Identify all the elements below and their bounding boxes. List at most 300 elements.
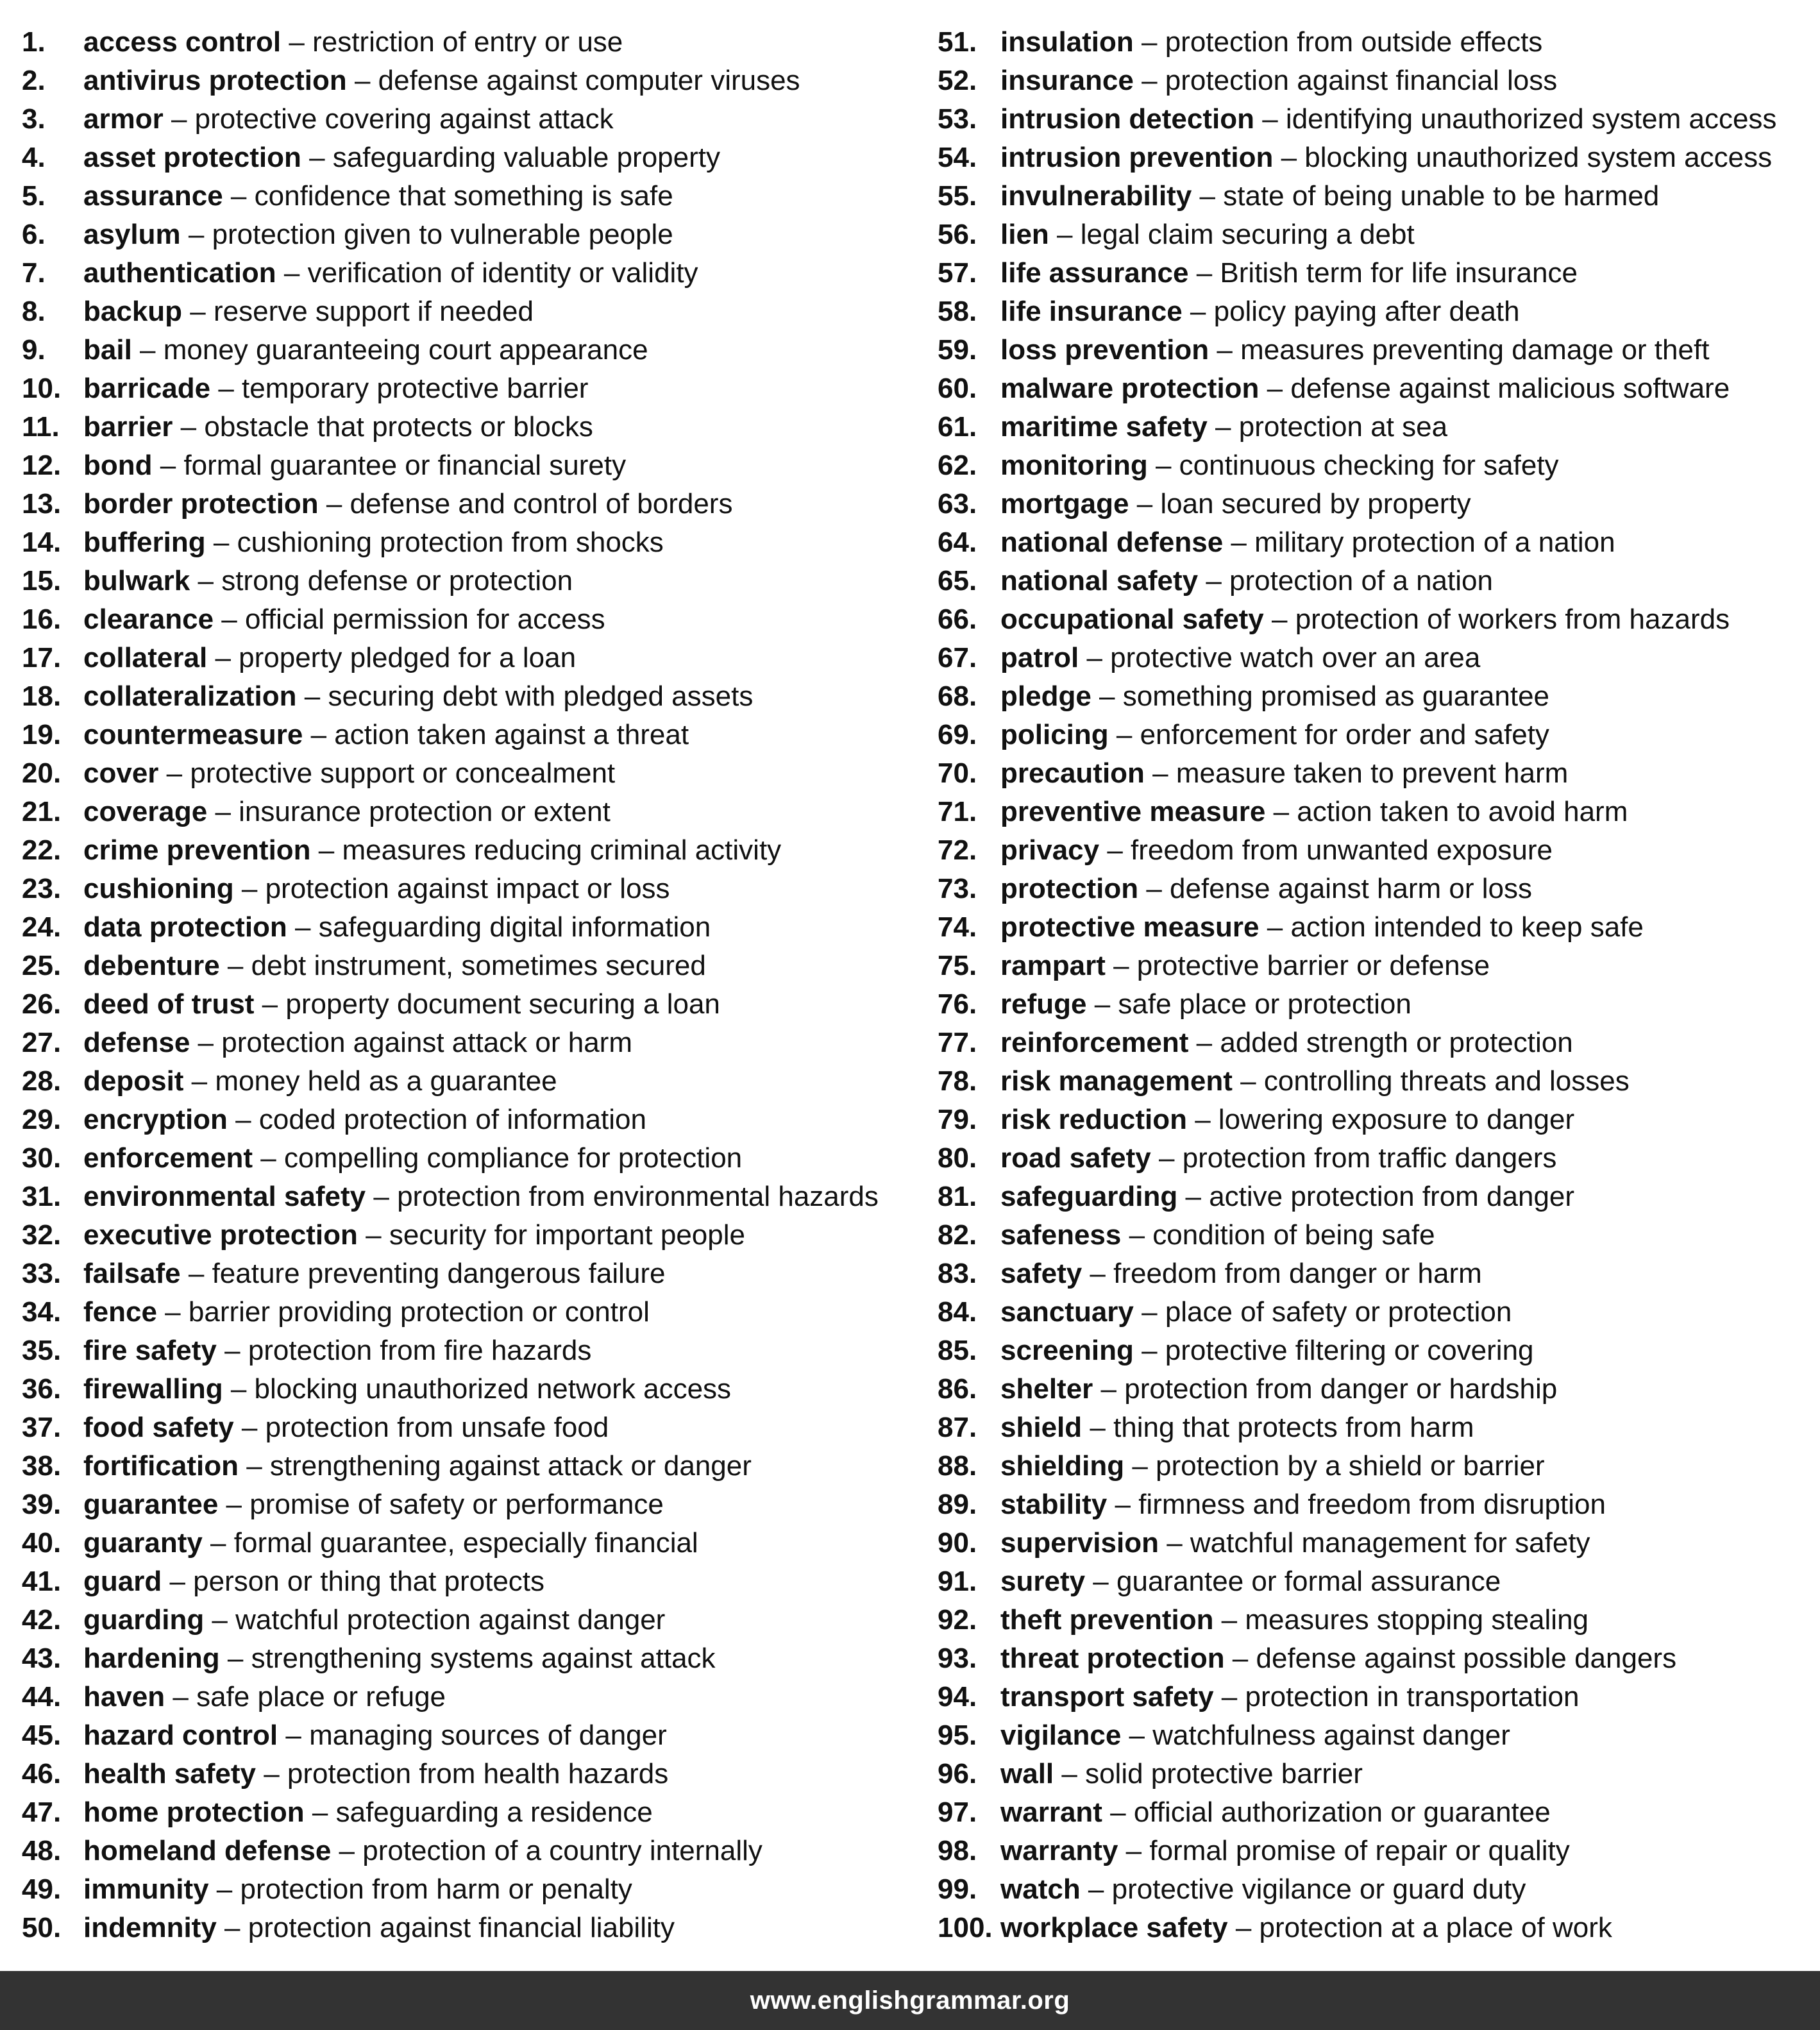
item-definition: managing sources of danger [309,1720,667,1751]
item-text [1000,1639,1676,1678]
item-number: 60. [938,373,977,404]
item-number: 29. [22,1104,62,1135]
item-separator: – [233,873,265,904]
item-text [1000,1408,1474,1447]
item-definition: policy paying after death [1213,296,1520,327]
item-separator: – [1133,1335,1165,1366]
item-term: executive protection [83,1219,358,1251]
item-definition: protection from health hazards [287,1758,669,1789]
item-text [1000,754,1568,793]
item-text [83,1062,557,1101]
item-term: insurance [1000,65,1134,96]
item-number: 80. [938,1142,977,1174]
item-number: 85. [938,1335,977,1366]
item-number: 24. [22,911,62,943]
item-term: guarantee [83,1489,219,1520]
item-separator: – [310,834,342,866]
item-definition: protection from fire hazards [248,1335,592,1366]
item-number: 93. [938,1643,977,1674]
item-definition: protective watch over an area [1110,642,1481,673]
item-separator: – [173,411,205,443]
item-definition: safeguarding digital information [318,911,711,943]
item-term: supervision [1000,1527,1159,1559]
item-separator: – [207,796,239,827]
item-term: access control [83,26,282,58]
item-definition: enforcement for order and safety [1140,719,1549,750]
item-term: occupational safety [1000,604,1264,635]
item-number: 39. [22,1489,62,1520]
item-term: national defense [1000,527,1224,558]
item-definition: safeguarding a residence [335,1797,653,1828]
item-number: 23. [22,873,62,904]
item-separator: – [1188,1027,1220,1058]
item-term: countermeasure [83,719,303,750]
item-text [83,1408,609,1447]
item-separator: – [1121,1720,1153,1751]
item-term: firewalling [83,1373,223,1405]
list-item [938,1870,1816,1909]
item-number: 17. [22,642,62,673]
item-definition: protection from environmental hazards [397,1181,879,1212]
item-definition: protection against financial liability [248,1912,675,1943]
item-definition: reserve support if needed [213,296,534,327]
item-definition: protection against attack or harm [221,1027,632,1058]
item-separator: – [1133,26,1165,58]
item-term: fire safety [83,1335,217,1366]
item-number: 65. [938,565,977,596]
item-term: cover [83,757,159,789]
item-separator: – [1232,1065,1264,1097]
item-number: 89. [938,1489,977,1520]
list-item [22,754,932,793]
list-item [22,1716,932,1755]
item-term: cushioning [83,873,234,904]
item-number: 59. [938,334,977,366]
item-text [83,485,732,523]
item-number: 33. [22,1258,62,1289]
item-definition: safeguarding valuable property [332,142,720,173]
item-definition: official authorization or guarantee [1133,1797,1551,1828]
list-item [22,23,932,62]
item-separator: – [318,488,350,520]
item-definition: protection from harm or penalty [240,1874,632,1905]
item-term: debenture [83,950,220,981]
list-item [22,1101,932,1139]
item-definition: identifying unauthorized system access [1285,103,1777,135]
item-term: defense [83,1027,190,1058]
item-number: 3. [22,103,46,135]
item-text [83,1909,675,1947]
item-separator: – [1147,450,1179,481]
list-item [938,1062,1816,1101]
item-term: road safety [1000,1142,1151,1174]
item-term: transport safety [1000,1681,1214,1713]
item-text [83,331,648,369]
item-number: 44. [22,1681,62,1713]
item-term: safety [1000,1258,1083,1289]
item-separator: – [253,1142,284,1174]
list-item [938,831,1816,870]
list-item [22,947,932,985]
item-number: 20. [22,757,62,789]
list-item [22,870,932,908]
list-item [22,1062,932,1101]
item-definition: person or thing that protects [193,1566,545,1597]
item-separator: – [346,65,378,96]
item-term: threat protection [1000,1643,1225,1674]
item-term: collateralization [83,681,297,712]
item-text [83,1755,668,1793]
list-item [22,1293,932,1332]
item-number: 54. [938,142,977,173]
list-item [22,716,932,754]
list-item [22,1793,932,1832]
list-item [22,1870,932,1909]
item-definition: protection against impact or loss [265,873,670,904]
item-text [1000,100,1776,139]
item-separator: – [254,988,286,1020]
item-number: 41. [22,1566,62,1597]
item-text [1000,485,1471,523]
item-term: life insurance [1000,296,1183,327]
list-item [22,1255,932,1293]
list-item [938,754,1816,793]
item-separator: – [1150,1142,1183,1174]
item-separator: – [162,1566,194,1597]
item-term: environmental safety [83,1181,366,1212]
item-term: reinforcement [1000,1027,1189,1058]
item-term: screening [1000,1335,1134,1366]
item-term: deposit [83,1065,184,1097]
item-definition: freedom from danger or harm [1113,1258,1482,1289]
item-number: 82. [938,1219,977,1251]
item-definition: protective filtering or covering [1165,1335,1534,1366]
item-separator: – [296,681,328,712]
item-separator: – [1129,488,1161,520]
item-term: insulation [1000,26,1134,58]
item-separator: – [180,1258,212,1289]
item-number: 42. [22,1604,62,1636]
item-term: precaution [1000,757,1145,789]
item-separator: – [180,219,212,250]
list-item [938,23,1816,62]
item-definition: strengthening against attack or danger [269,1450,752,1482]
item-term: intrusion prevention [1000,142,1274,173]
list-item [22,1139,932,1178]
item-term: encryption [83,1104,228,1135]
item-number: 95. [938,1720,977,1751]
item-definition: blocking unauthorized system access [1304,142,1773,173]
item-term: loss prevention [1000,334,1209,366]
list-item [22,408,932,446]
item-number: 30. [22,1142,62,1174]
item-definition: protection at a place of work [1259,1912,1612,1943]
item-term: antivirus protection [83,65,347,96]
item-definition: strengthening systems against attack [251,1643,716,1674]
item-text [83,1447,752,1485]
item-term: rampart [1000,950,1106,981]
item-number: 79. [938,1104,977,1135]
list-item [938,870,1816,908]
item-separator: – [1105,950,1137,981]
list-item [938,254,1816,292]
list-item [22,1639,932,1678]
item-number: 43. [22,1643,62,1674]
list-item [22,1024,932,1062]
item-text [83,908,711,947]
list-item [938,639,1816,677]
item-term: buffering [83,527,206,558]
item-text [1000,523,1615,562]
list-item [938,1755,1816,1793]
item-number: 56. [938,219,977,250]
item-text [83,1678,446,1716]
list-item [938,1678,1816,1716]
item-text [1000,1062,1630,1101]
item-separator: – [233,1412,265,1443]
item-separator: – [1107,1489,1139,1520]
item-separator: – [156,1296,189,1328]
item-text [83,1101,646,1139]
list-item [938,62,1816,100]
item-text [83,716,689,754]
item-definition: protection from outside effects [1165,26,1543,58]
item-text [1000,1909,1612,1947]
item-separator: – [1093,1373,1125,1405]
item-definition: British term for life insurance [1220,257,1578,289]
item-number: 61. [938,411,977,443]
list-item [938,1178,1816,1216]
list-item [22,100,932,139]
item-term: mortgage [1000,488,1129,520]
item-number: 83. [938,1258,977,1289]
list-item [22,523,932,562]
item-separator: – [1254,103,1286,135]
item-separator: – [1138,873,1170,904]
item-term: enforcement [83,1142,253,1174]
list-item [22,62,932,100]
item-definition: protection given to vulnerable people [212,219,673,250]
item-separator: – [331,1835,363,1866]
item-definition: temporary protective barrier [242,373,589,404]
item-separator: – [1133,65,1165,96]
item-text [83,831,781,870]
item-term: guaranty [83,1527,203,1559]
item-text [1000,639,1480,677]
item-definition: protection by a shield or barrier [1156,1450,1545,1482]
list-item [938,1332,1816,1370]
list-item [938,562,1816,600]
item-term: malware protection [1000,373,1260,404]
item-term: barrier [83,411,173,443]
item-number: 52. [938,65,977,96]
item-number: 50. [22,1912,62,1943]
item-number: 45. [22,1720,62,1751]
item-number: 78. [938,1065,977,1097]
item-text [83,523,664,562]
item-definition: protection against financial loss [1165,65,1558,96]
item-term: risk management [1000,1065,1233,1097]
item-separator: – [223,180,255,212]
item-separator: – [1091,681,1123,712]
footer-bar [0,1971,1820,2030]
item-text [83,216,673,254]
list-item [22,639,932,677]
item-number: 77. [938,1027,977,1058]
item-term: bond [83,450,153,481]
item-separator: – [1188,257,1220,289]
item-separator: – [183,1065,215,1097]
list-item [938,1024,1816,1062]
item-separator: – [278,1720,310,1751]
item-number: 26. [22,988,62,1020]
item-definition: security for important people [389,1219,745,1251]
item-separator: – [205,527,237,558]
item-text [83,1793,653,1832]
item-term: homeland defense [83,1835,332,1866]
list-item [22,1447,932,1485]
item-definition: something promised as guarantee [1122,681,1550,712]
item-number: 63. [938,488,977,520]
item-number: 71. [938,796,977,827]
item-definition: protection of a nation [1229,565,1493,596]
list-item [938,1601,1816,1639]
list-item [938,177,1816,216]
item-text [83,62,800,100]
item-text [1000,216,1415,254]
item-definition: place of safety or protection [1165,1296,1512,1328]
item-text [83,677,753,716]
item-definition: protection of a country internally [362,1835,763,1866]
item-term: guard [83,1566,162,1597]
list-item [938,1370,1816,1408]
item-separator: – [238,1450,270,1482]
item-text [1000,600,1730,639]
item-number: 10. [22,373,62,404]
list-item [938,793,1816,831]
item-separator: – [1099,834,1131,866]
item-separator: – [1102,1797,1134,1828]
item-separator: – [255,1758,287,1789]
item-definition: promise of safety or performance [249,1489,664,1520]
item-term: shelter [1000,1373,1093,1405]
item-number: 100. [938,1912,993,1943]
list-item [938,369,1816,408]
item-number: 97. [938,1797,977,1828]
list-item [938,1524,1816,1562]
item-separator: – [165,1681,197,1713]
item-definition: defense against computer viruses [378,65,800,96]
list-item [22,1601,932,1639]
item-definition: obstacle that protects or blocks [204,411,593,443]
item-separator: – [207,642,239,673]
item-definition: confidence that something is safe [254,180,673,212]
item-text [1000,1524,1590,1562]
item-term: life assurance [1000,257,1189,289]
item-term: protection [1000,873,1139,904]
item-term: shield [1000,1412,1083,1443]
item-separator: – [190,565,222,596]
item-number: 84. [938,1296,977,1328]
item-definition: strong defense or protection [221,565,573,596]
item-number: 58. [938,296,977,327]
item-text [83,600,605,639]
item-separator: – [1082,1258,1114,1289]
item-definition: military protection of a nation [1254,527,1615,558]
item-separator: – [1198,565,1230,596]
item-number: 34. [22,1296,62,1328]
item-number: 99. [938,1874,977,1905]
item-text [1000,985,1411,1024]
list-item [938,1485,1816,1524]
list-item [938,331,1816,369]
item-separator: – [276,257,308,289]
item-text [1000,1562,1501,1601]
list-item [22,1755,932,1793]
item-number: 49. [22,1874,62,1905]
list-item [938,1639,1816,1678]
item-separator: – [190,1027,222,1058]
item-term: vigilance [1000,1720,1122,1751]
item-number: 35. [22,1335,62,1366]
item-text [83,1255,665,1293]
item-term: patrol [1000,642,1079,673]
item-number: 8. [22,296,46,327]
item-text [1000,331,1709,369]
item-number: 25. [22,950,62,981]
item-number: 72. [938,834,977,866]
item-text [1000,908,1644,947]
list-item [22,1408,932,1447]
item-term: assurance [83,180,223,212]
item-definition: safe place or protection [1118,988,1411,1020]
item-text [1000,1255,1482,1293]
item-number: 9. [22,334,46,366]
item-term: fence [83,1296,157,1328]
item-number: 14. [22,527,62,558]
item-text [1000,562,1493,600]
item-definition: blocking unauthorized network access [254,1373,732,1405]
item-number: 38. [22,1450,62,1482]
list-item [938,1216,1816,1255]
item-separator: – [158,757,190,789]
item-number: 51. [938,26,977,58]
item-separator: – [1124,1450,1156,1482]
item-definition: defense against malicious software [1290,373,1730,404]
item-definition: protection from traffic dangers [1182,1142,1557,1174]
item-term: crime prevention [83,834,311,866]
list-item [22,139,932,177]
item-text [1000,1485,1606,1524]
item-number: 32. [22,1219,62,1251]
list-column-left [22,23,932,1947]
item-number: 74. [938,911,977,943]
item-number: 2. [22,65,46,96]
item-number: 91. [938,1566,977,1597]
item-definition: solid protective barrier [1085,1758,1363,1789]
item-definition: defense against possible dangers [1256,1643,1677,1674]
item-text [1000,1832,1570,1870]
item-text [1000,870,1532,908]
item-separator: – [202,1527,234,1559]
item-term: failsafe [83,1258,181,1289]
item-term: watch [1000,1874,1081,1905]
list-item [938,446,1816,485]
list-column-right [938,23,1816,1947]
item-number: 53. [938,103,977,135]
item-separator: – [1192,180,1224,212]
list-item [22,446,932,485]
